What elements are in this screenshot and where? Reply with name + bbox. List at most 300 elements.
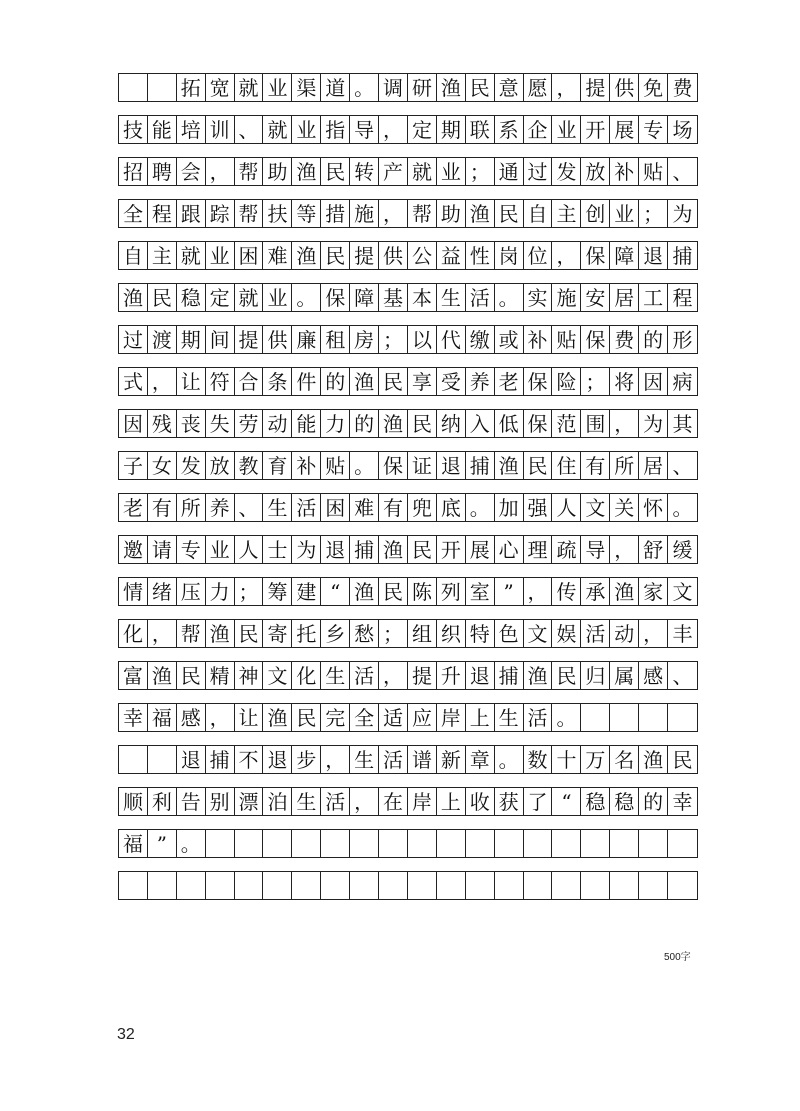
grid-cell: 渔 <box>263 704 292 731</box>
grid-cell: 养 <box>206 494 235 521</box>
grid-cell: 渔 <box>292 242 321 269</box>
grid-cell: 稳 <box>610 788 639 815</box>
grid-cell <box>668 872 697 899</box>
grid-cell: 织 <box>437 620 466 647</box>
grid-cell <box>350 872 379 899</box>
grid-cell: 以 <box>408 326 437 353</box>
grid-cell: 娱 <box>552 620 581 647</box>
grid-cell: 特 <box>466 620 495 647</box>
grid-cell: 化 <box>292 662 321 689</box>
grid-cell: 定 <box>408 116 437 143</box>
grid-cell: 提 <box>235 326 264 353</box>
grid-cell: 入 <box>466 410 495 437</box>
grid-cell: ； <box>379 326 408 353</box>
grid-cell: 退 <box>177 746 206 773</box>
grid-cell: 险 <box>552 368 581 395</box>
grid-cell: ， <box>148 368 177 395</box>
grid-cell: 开 <box>581 116 610 143</box>
grid-cell: 间 <box>206 326 235 353</box>
grid-cell: 房 <box>350 326 379 353</box>
grid-cell: 活 <box>350 662 379 689</box>
grid-cell: 活 <box>292 494 321 521</box>
grid-cell: 本 <box>408 284 437 311</box>
grid-cell: 工 <box>639 284 668 311</box>
grid-cell: 补 <box>292 452 321 479</box>
grid-cell: ， <box>148 620 177 647</box>
grid-cell: 的 <box>350 410 379 437</box>
grid-cell: 主 <box>552 200 581 227</box>
grid-cell: 顺 <box>119 788 148 815</box>
grid-cell: 乡 <box>321 620 350 647</box>
grid-cell <box>639 830 668 857</box>
grid-cell: 缴 <box>466 326 495 353</box>
grid-cell: 免 <box>639 74 668 101</box>
grid-cell: 感 <box>639 662 668 689</box>
grid-cell: 民 <box>495 200 524 227</box>
grid-cell: 完 <box>321 704 350 731</box>
grid-cell: 民 <box>177 662 206 689</box>
grid-cell: 贴 <box>321 452 350 479</box>
grid-cell: 捕 <box>206 746 235 773</box>
grid-cell: 。 <box>552 704 581 731</box>
grid-cell: 民 <box>552 662 581 689</box>
grid-cell <box>639 872 668 899</box>
grid-row <box>118 325 698 354</box>
grid-cell: 的 <box>321 368 350 395</box>
grid-cell: 渔 <box>437 74 466 101</box>
grid-cell: 因 <box>639 368 668 395</box>
grid-cell: 范 <box>552 410 581 437</box>
grid-cell: 困 <box>235 242 264 269</box>
grid-cell: 底 <box>437 494 466 521</box>
grid-cell: 老 <box>119 494 148 521</box>
grid-cell: ， <box>350 788 379 815</box>
grid-cell: 难 <box>263 242 292 269</box>
grid-cell: 提 <box>581 74 610 101</box>
grid-cell: 帮 <box>235 200 264 227</box>
grid-cell: 不 <box>235 746 264 773</box>
grid-cell: 。 <box>177 830 206 857</box>
grid-cell: 助 <box>437 200 466 227</box>
grid-cell: 业 <box>292 116 321 143</box>
grid-row <box>118 493 698 522</box>
grid-cell: 条 <box>263 368 292 395</box>
page-number: 32 <box>117 1026 135 1043</box>
grid-cell: 文 <box>581 494 610 521</box>
grid-cell: 民 <box>379 578 408 605</box>
grid-cell: 收 <box>466 788 495 815</box>
grid-cell: 基 <box>379 284 408 311</box>
grid-cell: 供 <box>379 242 408 269</box>
grid-cell <box>668 704 697 731</box>
grid-cell: 渔 <box>119 284 148 311</box>
grid-cell: 活 <box>466 284 495 311</box>
grid-cell: 子 <box>119 452 148 479</box>
grid-cell <box>379 872 408 899</box>
grid-cell: 渔 <box>524 662 553 689</box>
grid-cell: 转 <box>350 158 379 185</box>
grid-cell: 难 <box>350 494 379 521</box>
grid-cell: 过 <box>119 326 148 353</box>
grid-cell: 承 <box>581 578 610 605</box>
grid-cell: ， <box>206 704 235 731</box>
grid-cell: 产 <box>379 158 408 185</box>
grid-cell: 让 <box>177 368 206 395</box>
grid-cell: 纳 <box>437 410 466 437</box>
grid-cell: 色 <box>495 620 524 647</box>
grid-row <box>118 115 698 144</box>
grid-cell: 就 <box>235 74 264 101</box>
grid-cell: 稳 <box>177 284 206 311</box>
grid-cell: 住 <box>552 452 581 479</box>
grid-cell: 人 <box>235 536 264 563</box>
grid-cell: 民 <box>148 284 177 311</box>
grid-cell: 渔 <box>292 158 321 185</box>
grid-cell: 绪 <box>148 578 177 605</box>
grid-cell <box>119 74 148 101</box>
grid-cell <box>581 872 610 899</box>
grid-cell <box>235 872 264 899</box>
grid-cell: 符 <box>206 368 235 395</box>
grid-cell: ” <box>495 578 524 605</box>
grid-cell: 丧 <box>177 410 206 437</box>
grid-cell: 专 <box>177 536 206 563</box>
grid-cell: ， <box>639 620 668 647</box>
grid-cell: 适 <box>379 704 408 731</box>
grid-cell <box>148 872 177 899</box>
grid-cell: 过 <box>524 158 553 185</box>
grid-cell: 导 <box>581 536 610 563</box>
grid-cell: 放 <box>581 158 610 185</box>
grid-cell: 招 <box>119 158 148 185</box>
grid-cell: 技 <box>119 116 148 143</box>
grid-cell: 件 <box>292 368 321 395</box>
grid-cell: 低 <box>495 410 524 437</box>
grid-cell: 民 <box>292 704 321 731</box>
grid-cell: 渔 <box>379 536 408 563</box>
grid-cell: 代 <box>437 326 466 353</box>
grid-cell: 费 <box>610 326 639 353</box>
grid-cell <box>437 872 466 899</box>
grid-cell: 业 <box>263 284 292 311</box>
grid-cell: 养 <box>466 368 495 395</box>
grid-cell: 形 <box>672 327 693 352</box>
grid-cell: 渔 <box>350 578 379 605</box>
grid-cell: ， <box>610 410 639 437</box>
grid-cell: 退 <box>321 536 350 563</box>
grid-cell: 渔 <box>639 746 668 773</box>
grid-cell: 步 <box>292 746 321 773</box>
grid-cell: 民 <box>466 74 495 101</box>
grid-cell: 让 <box>235 704 264 731</box>
grid-cell: 化 <box>119 620 148 647</box>
grid-cell: 或 <box>495 326 524 353</box>
grid-cell: 了 <box>524 788 553 815</box>
grid-cell: 岸 <box>437 704 466 731</box>
grid-cell: 能 <box>148 116 177 143</box>
grid-cell: 活 <box>524 704 553 731</box>
grid-cell: 调 <box>379 74 408 101</box>
grid-cell: 助 <box>263 158 292 185</box>
grid-cell <box>610 872 639 899</box>
grid-cell: 所 <box>177 494 206 521</box>
grid-cell: 退 <box>263 746 292 773</box>
grid-cell: 廉 <box>292 326 321 353</box>
grid-cell: 动 <box>263 410 292 437</box>
grid-cell: 归 <box>581 662 610 689</box>
grid-cell: 创 <box>581 200 610 227</box>
grid-cell: 全 <box>119 200 148 227</box>
grid-cell: 活 <box>321 788 350 815</box>
grid-cell: 老 <box>495 368 524 395</box>
grid-cell: ； <box>379 620 408 647</box>
grid-row <box>118 409 698 438</box>
grid-cell: 疏 <box>552 536 581 563</box>
grid-cell: 渔 <box>350 368 379 395</box>
grid-cell <box>321 830 350 857</box>
grid-cell: 民 <box>379 368 408 395</box>
grid-cell: 围 <box>581 410 610 437</box>
grid-cell: 贴 <box>552 326 581 353</box>
grid-row <box>118 661 698 690</box>
grid-cell: 舒 <box>639 536 668 563</box>
grid-cell: 应 <box>408 704 437 731</box>
grid-cell: 富 <box>119 662 148 689</box>
grid-cell: 贴 <box>639 158 668 185</box>
grid-cell <box>466 830 495 857</box>
grid-row <box>118 199 698 228</box>
grid-cell: 退 <box>466 662 495 689</box>
grid-cell: 漂 <box>235 788 264 815</box>
grid-cell: 请 <box>148 536 177 563</box>
grid-cell: 筹 <box>263 578 292 605</box>
grid-cell: 帮 <box>408 200 437 227</box>
grid-cell: 幸 <box>119 704 148 731</box>
grid-cell: 病 <box>672 369 693 394</box>
grid-cell <box>206 830 235 857</box>
word-count-marker: 500字 <box>664 952 691 963</box>
grid-cell: 联 <box>466 116 495 143</box>
grid-cell <box>119 746 148 773</box>
grid-cell: 捕 <box>672 243 693 268</box>
grid-cell: 位 <box>524 242 553 269</box>
grid-cell: 意 <box>495 74 524 101</box>
grid-cell: 困 <box>321 494 350 521</box>
grid-row <box>118 829 698 858</box>
grid-cell: ， <box>379 200 408 227</box>
grid-row <box>118 871 698 900</box>
grid-cell: 生 <box>437 284 466 311</box>
grid-cell: 教 <box>235 452 264 479</box>
grid-cell <box>350 830 379 857</box>
grid-cell: ， <box>379 116 408 143</box>
grid-cell: 业 <box>437 158 466 185</box>
grid-cell: 拓 <box>177 74 206 101</box>
grid-cell: 道 <box>321 74 350 101</box>
grid-cell: ； <box>466 158 495 185</box>
grid-row <box>118 367 698 396</box>
grid-cell: ， <box>379 662 408 689</box>
grid-cell: 民 <box>672 747 693 772</box>
grid-cell: 企 <box>524 116 553 143</box>
grid-cell <box>552 830 581 857</box>
grid-cell: 聘 <box>148 158 177 185</box>
grid-cell <box>610 704 639 731</box>
grid-cell: 民 <box>321 242 350 269</box>
grid-cell: 享 <box>408 368 437 395</box>
grid-cell: 渔 <box>379 410 408 437</box>
grid-cell: 捕 <box>495 662 524 689</box>
grid-cell: 所 <box>610 452 639 479</box>
grid-cell: 岸 <box>408 788 437 815</box>
grid-row <box>118 157 698 186</box>
grid-cell: 上 <box>466 704 495 731</box>
grid-cell: 福 <box>148 704 177 731</box>
grid-cell: 就 <box>408 158 437 185</box>
grid-cell: 捕 <box>350 536 379 563</box>
grid-cell: 人 <box>552 494 581 521</box>
grid-cell <box>552 872 581 899</box>
grid-cell: 证 <box>408 452 437 479</box>
grid-cell: 全 <box>350 704 379 731</box>
grid-cell: 就 <box>177 242 206 269</box>
grid-cell <box>263 830 292 857</box>
grid-cell: 压 <box>177 578 206 605</box>
grid-row <box>118 283 698 312</box>
grid-cell <box>524 830 553 857</box>
grid-cell: “ <box>552 788 581 815</box>
grid-cell: 补 <box>610 158 639 185</box>
grid-cell: 为 <box>292 536 321 563</box>
grid-cell: 丰 <box>672 621 693 646</box>
grid-cell: ， <box>552 242 581 269</box>
grid-cell: ” <box>148 830 177 857</box>
grid-cell: 民 <box>321 158 350 185</box>
grid-cell: 失 <box>206 410 235 437</box>
grid-cell: 安 <box>581 284 610 311</box>
grid-cell: ； <box>235 578 264 605</box>
grid-cell: 别 <box>206 788 235 815</box>
grid-cell: 上 <box>437 788 466 815</box>
grid-cell: 提 <box>408 662 437 689</box>
grid-cell: 数 <box>524 746 553 773</box>
grid-cell: 万 <box>581 746 610 773</box>
grid-cell: 通 <box>495 158 524 185</box>
grid-cell: 渔 <box>610 578 639 605</box>
grid-cell: 。 <box>672 495 693 520</box>
grid-cell: 场 <box>672 117 693 142</box>
grid-row <box>118 73 698 102</box>
grid-cell: 谱 <box>408 746 437 773</box>
grid-cell <box>321 872 350 899</box>
grid-cell: 性 <box>466 242 495 269</box>
grid-row <box>118 451 698 480</box>
grid-cell: 系 <box>495 116 524 143</box>
grid-cell: 生 <box>263 494 292 521</box>
grid-cell: 保 <box>524 410 553 437</box>
grid-cell: 民 <box>524 452 553 479</box>
grid-cell: 章 <box>466 746 495 773</box>
grid-cell: 将 <box>610 368 639 395</box>
grid-cell <box>524 872 553 899</box>
grid-cell: 福 <box>119 830 148 857</box>
grid-cell: 。 <box>350 74 379 101</box>
grid-cell: 提 <box>350 242 379 269</box>
grid-cell: 有 <box>379 494 408 521</box>
grid-cell: 生 <box>350 746 379 773</box>
grid-cell <box>148 746 177 773</box>
grid-cell: 泊 <box>263 788 292 815</box>
grid-cell: 业 <box>206 242 235 269</box>
grid-cell: 帮 <box>235 158 264 185</box>
grid-cell: 精 <box>206 662 235 689</box>
grid-cell <box>177 872 206 899</box>
grid-cell: 利 <box>148 788 177 815</box>
grid-cell: 业 <box>206 536 235 563</box>
grid-cell: 其 <box>672 411 693 436</box>
grid-cell: 渔 <box>148 662 177 689</box>
grid-cell: 新 <box>437 746 466 773</box>
grid-cell: 期 <box>177 326 206 353</box>
grid-cell: 开 <box>437 536 466 563</box>
grid-cell: 为 <box>672 201 693 226</box>
grid-cell: 升 <box>437 662 466 689</box>
grid-cell <box>408 872 437 899</box>
grid-cell: 。 <box>466 494 495 521</box>
grid-cell: 建 <box>292 578 321 605</box>
grid-cell: 情 <box>119 578 148 605</box>
grid-cell: 租 <box>321 326 350 353</box>
grid-cell: 施 <box>552 284 581 311</box>
grid-cell: 业 <box>610 200 639 227</box>
grid-cell: 岗 <box>495 242 524 269</box>
grid-cell: 、 <box>672 159 693 184</box>
grid-cell: 有 <box>148 494 177 521</box>
grid-row <box>118 787 698 816</box>
grid-cell <box>495 872 524 899</box>
grid-cell: ， <box>321 746 350 773</box>
grid-cell: 在 <box>379 788 408 815</box>
grid-cell <box>263 872 292 899</box>
grid-row <box>118 535 698 564</box>
grid-cell: 加 <box>495 494 524 521</box>
grid-cell: 保 <box>581 242 610 269</box>
grid-cell: 关 <box>610 494 639 521</box>
grid-cell: 指 <box>321 116 350 143</box>
grid-cell: 文 <box>672 579 693 604</box>
grid-cell: 保 <box>321 284 350 311</box>
grid-cell: 寄 <box>263 620 292 647</box>
grid-cell: 就 <box>235 284 264 311</box>
grid-cell: 的 <box>639 326 668 353</box>
grid-cell: 渔 <box>206 620 235 647</box>
grid-cell: 研 <box>408 74 437 101</box>
grid-cell: 自 <box>524 200 553 227</box>
grid-cell: 式 <box>119 368 148 395</box>
grid-cell: 期 <box>437 116 466 143</box>
grid-cell: 怀 <box>639 494 668 521</box>
grid-cell: 业 <box>263 74 292 101</box>
grid-cell: 程 <box>148 200 177 227</box>
grid-cell: 跟 <box>177 200 206 227</box>
grid-cell: 措 <box>321 200 350 227</box>
grid-cell: 民 <box>408 536 437 563</box>
grid-cell: 女 <box>148 452 177 479</box>
grid-cell: 渔 <box>466 200 495 227</box>
grid-cell <box>437 830 466 857</box>
grid-cell: 的 <box>639 788 668 815</box>
grid-cell: 帮 <box>177 620 206 647</box>
